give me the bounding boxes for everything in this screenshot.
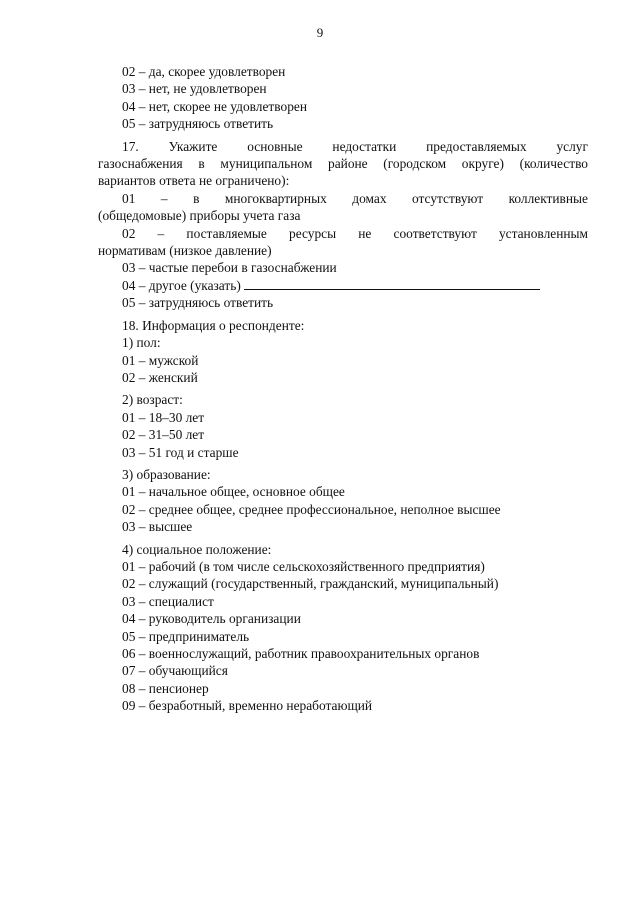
list-item: 02 – женский: [122, 369, 198, 385]
list-item: 03 – частые перебои в газоснабжении: [122, 260, 337, 276]
section-title: 4) социальное положение:: [122, 541, 272, 557]
list-item: 03 – высшее: [122, 519, 193, 535]
section-title: 1) пол:: [122, 335, 161, 351]
list-item: 01 – начальное общее, основное общее: [122, 484, 345, 500]
section-title: 2) возраст:: [122, 392, 183, 408]
list-item: 02 – 31–50 лет: [122, 427, 205, 443]
question-17: [98, 138, 588, 312]
list-item: 05 – затрудняюсь ответить: [122, 116, 274, 132]
list-item-label: 04 – другое (указать): [122, 277, 241, 293]
fill-in-blank-line[interactable]: [244, 278, 540, 290]
question-17-text: вариантов ответа не ограничено):: [98, 173, 290, 189]
list-item: 02 – среднее общее, среднее профессиональное, неполное высшее: [122, 501, 501, 517]
list-item: 05 – затрудняюсь ответить: [122, 295, 274, 311]
list-item: 01 – 18–30 лет: [122, 409, 205, 425]
opening-options-list: [98, 63, 588, 133]
list-item: 02 – служащий (государственный, гражданский, муниципальный): [122, 576, 499, 592]
list-item: 01 – в многоквартирных домах отсутствуют коллективные: [122, 190, 588, 206]
list-item: 06 – военнослужащий, работник правоохранительных органов: [122, 646, 480, 661]
question-18-title: 18. Информация о респонденте:: [122, 317, 305, 333]
document-body: [98, 63, 588, 715]
list-item: 05 – предприниматель: [122, 628, 250, 644]
list-item: нормативам (низкое давление): [98, 243, 272, 259]
list-item: 09 – безработный, временно неработающий: [122, 698, 373, 714]
list-item: 04 – нет, скорее не удовлетворен: [122, 98, 307, 114]
list-item: 03 – специалист: [122, 593, 214, 609]
list-item: 03 – 51 год и старше: [122, 444, 239, 460]
list-item: 01 – рабочий (в том числе сельскохозяйственного предприятия): [122, 558, 485, 574]
list-item: 01 – мужской: [122, 352, 199, 368]
list-item: 02 – да, скорее удовлетворен: [122, 64, 286, 79]
question-17-text: газоснабжения в муниципальном районе (городском округе) (количество: [98, 156, 588, 172]
section-title: 3) образование:: [122, 466, 211, 482]
list-item: 08 – пенсионер: [122, 680, 209, 696]
page-number: 9: [316, 25, 324, 40]
list-item: 04 – руководитель организации: [122, 611, 301, 627]
list-item: (общедомовые) приборы учета газа: [98, 208, 301, 224]
list-item: [98, 277, 588, 294]
question-17-text: 17. Укажите основные недостатки предоставляемых услуг: [122, 138, 588, 154]
question-18: [98, 317, 588, 715]
list-item: 02 – поставляемые ресурсы не соответствуют установленным: [122, 225, 588, 241]
list-item: 07 – обучающийся: [122, 663, 228, 679]
list-item: 03 – нет, не удовлетворен: [122, 81, 267, 97]
